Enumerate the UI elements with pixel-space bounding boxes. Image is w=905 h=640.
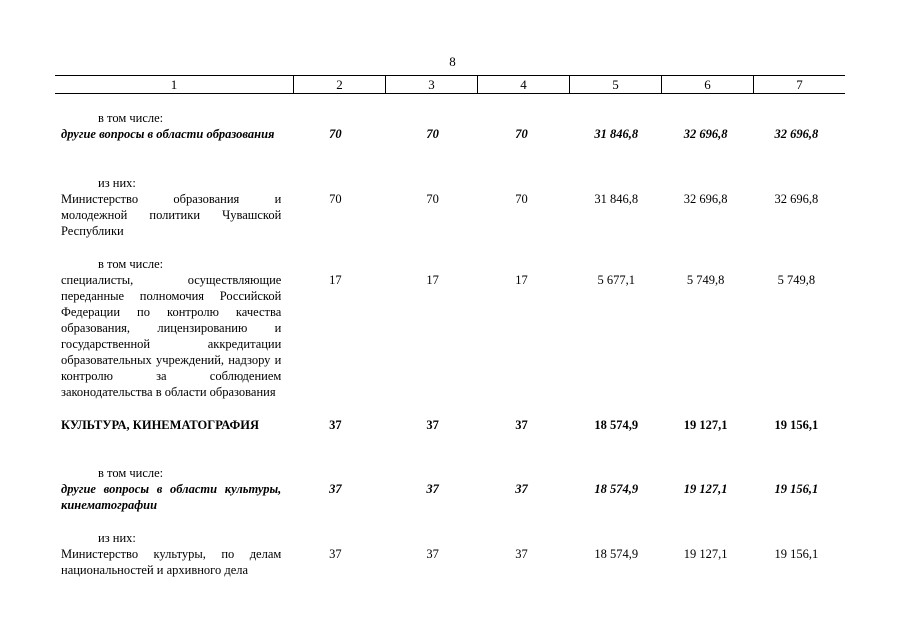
value-col-4: 37 — [515, 418, 528, 432]
table-row — [61, 530, 840, 578]
value-col-2: 70 — [329, 192, 342, 206]
row-label: специалисты, осуществляющие переданные полномочия Российской Федерации по контролю качества образования, лицензированию и государственной аккредитации образовательных учреждений, надзору и контролю за соблюдением законодательства в области образования — [61, 273, 282, 399]
row-label: Министерство культуры, по делам национальностей и архивного дела — [61, 547, 282, 577]
row-label: другие вопросы в области культуры, кинематографии — [61, 482, 282, 512]
value-col-3: 37 — [426, 482, 439, 496]
row-intro: из них: — [98, 531, 136, 545]
value-col-2: 17 — [329, 273, 342, 287]
value-col-5: 31 846,8 — [594, 127, 639, 141]
value-col-5: 5 677,1 — [597, 273, 635, 287]
value-col-7: 19 156,1 — [774, 418, 819, 432]
column-header-7: 7 — [753, 76, 845, 93]
value-col-4: 70 — [515, 192, 528, 206]
value-col-5: 18 574,9 — [594, 482, 639, 496]
row-label: КУЛЬТУРА, КИНЕМАТОГРАФИЯ — [61, 418, 259, 432]
value-col-6: 32 696,8 — [683, 192, 728, 206]
value-col-7: 32 696,8 — [774, 192, 819, 206]
value-col-4: 37 — [515, 547, 528, 561]
value-col-5: 18 574,9 — [594, 418, 639, 432]
column-header-5: 5 — [569, 76, 661, 93]
value-col-6: 19 127,1 — [683, 418, 728, 432]
value-col-3: 37 — [426, 418, 439, 432]
value-col-3: 70 — [426, 127, 439, 141]
value-col-6: 32 696,8 — [683, 127, 728, 141]
value-col-7: 19 156,1 — [774, 547, 819, 561]
table-header — [55, 75, 845, 94]
column-header-2: 2 — [293, 76, 385, 93]
table-row — [61, 465, 840, 513]
page-number: 8 — [449, 54, 456, 69]
value-col-4: 17 — [515, 273, 528, 287]
row-intro: в том числе: — [98, 111, 164, 125]
value-col-6: 5 749,8 — [686, 273, 725, 287]
value-col-5: 18 574,9 — [594, 547, 639, 561]
value-col-7: 32 696,8 — [774, 127, 819, 141]
column-header-1: 1 — [170, 77, 178, 92]
table-row — [61, 110, 840, 142]
value-col-3: 17 — [426, 273, 439, 287]
value-col-2: 37 — [329, 482, 342, 496]
row-label: другие вопросы в области образования — [61, 127, 275, 141]
row-intro: в том числе: — [98, 466, 164, 480]
value-col-6: 19 127,1 — [683, 547, 728, 561]
column-header-4: 4 — [477, 76, 569, 93]
column-header-3: 3 — [385, 76, 477, 93]
table-row — [61, 417, 840, 433]
row-intro: в том числе: — [98, 257, 164, 271]
value-col-2: 37 — [329, 547, 342, 561]
table-row — [61, 175, 840, 239]
column-header-6: 6 — [661, 76, 753, 93]
value-col-4: 70 — [515, 127, 528, 141]
value-col-7: 19 156,1 — [774, 482, 819, 496]
value-col-2: 37 — [329, 418, 342, 432]
value-col-2: 70 — [329, 127, 342, 141]
value-col-3: 70 — [426, 192, 439, 206]
value-col-7: 5 749,8 — [777, 273, 816, 287]
value-col-5: 31 846,8 — [594, 192, 639, 206]
value-col-6: 19 127,1 — [683, 482, 728, 496]
table-row — [61, 256, 840, 400]
value-col-4: 37 — [515, 482, 528, 496]
row-label: Министерство образования и молодежной политики Чувашской Республики — [61, 192, 282, 238]
value-col-3: 37 — [426, 547, 439, 561]
row-intro: из них: — [98, 176, 136, 190]
